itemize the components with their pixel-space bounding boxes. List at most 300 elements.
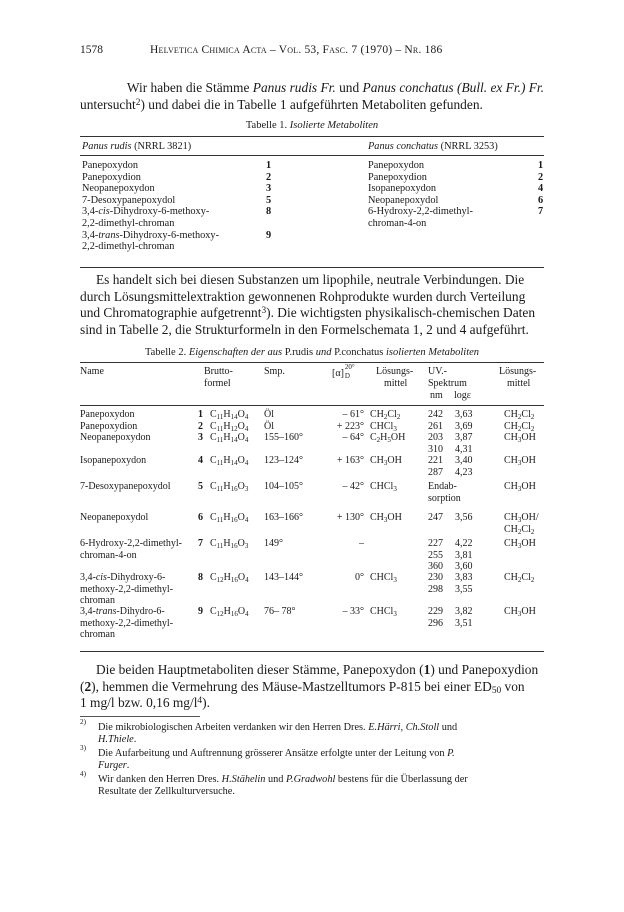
formula-part: CH bbox=[370, 409, 384, 420]
formula-part: OH bbox=[387, 455, 402, 466]
table1-left-compound-number: 5 bbox=[266, 194, 272, 206]
alpha-symbol: [α] bbox=[332, 368, 344, 379]
formula-part: Cl bbox=[521, 572, 531, 583]
melting-point: 143–144° bbox=[264, 572, 303, 583]
uv-nm: 310 bbox=[428, 443, 443, 455]
table1-left-compound-number: 9 bbox=[266, 229, 272, 241]
formula-part: O bbox=[237, 512, 245, 523]
formula-subscript: 16 bbox=[230, 485, 238, 493]
footnote-text: bestens für die Überlassung der bbox=[335, 774, 468, 785]
formula-subscript: 3 bbox=[383, 516, 388, 524]
uv-solvent bbox=[504, 524, 534, 536]
compound-name: methoxy-2,2-dimethyl- bbox=[80, 583, 174, 595]
formula-part: CHCl bbox=[370, 420, 394, 432]
uv-note: Endab- bbox=[428, 481, 457, 492]
melting-point: 155–160° bbox=[264, 432, 303, 443]
formula-subscript: 12 bbox=[216, 610, 224, 618]
optical-rotation: – 61° bbox=[342, 409, 364, 420]
formula-subscript: 4 bbox=[244, 413, 249, 421]
formula-part: O bbox=[237, 481, 245, 492]
compound-name: 6-Hydroxy-2,2-dimethyl- bbox=[80, 538, 182, 549]
uv-loge: 4,22 bbox=[455, 538, 473, 549]
uv-loge: 3,56 bbox=[455, 512, 473, 523]
uv-solvent bbox=[504, 572, 534, 584]
caption-label: Tabelle 2. bbox=[144, 347, 189, 358]
intro-line-2 bbox=[80, 97, 544, 114]
person-name: Furger bbox=[98, 760, 127, 772]
caption-label: Tabelle 1. bbox=[245, 120, 290, 131]
table1-right-compound-name: 6-Hydroxy-2,2-dimethyl- bbox=[368, 206, 473, 218]
uv-nm: 247 bbox=[428, 512, 443, 523]
table1-left-compound-name: Panepoxydon bbox=[82, 160, 139, 171]
uv-loge: 4,23 bbox=[455, 466, 473, 478]
footnote-ref: 2 bbox=[135, 97, 141, 108]
footnote-text: Resultate der Zellkulturversuche. bbox=[98, 786, 235, 798]
table1-right-compound-name: Panepoxydion bbox=[368, 171, 427, 183]
compound-name: Neopanepoxydon bbox=[80, 432, 151, 443]
formula-subscript: 12 bbox=[216, 576, 224, 584]
formula-subscript: 3 bbox=[383, 459, 388, 467]
formula-part: CH bbox=[504, 572, 518, 583]
formula-part: C bbox=[210, 409, 217, 420]
formula-subscript: 3 bbox=[517, 459, 522, 467]
ed50-subscript: 50 bbox=[491, 685, 502, 696]
formula-part: CHCl bbox=[370, 481, 394, 492]
table1-bottom-rule bbox=[80, 267, 544, 268]
col-header-uv-nm: nm bbox=[430, 390, 443, 401]
formula-part: CH bbox=[504, 512, 518, 523]
optical-rotation: – bbox=[359, 538, 364, 549]
intro-text: ) und dabei die in Tabelle 1 aufgeführten Metaboliten gefunden. bbox=[140, 96, 483, 112]
table1-left-compound-name: 7-Desoxypanepoxydol bbox=[82, 194, 176, 206]
rotation-line: D bbox=[344, 372, 350, 380]
table1-left-compound-number: 8 bbox=[266, 206, 272, 218]
footnote-3: 3) Die Aufarbeitung und Auftrennung grösserer Ansätze erfolgte unter der Leitung von P. Furger. bbox=[80, 748, 544, 774]
footnote-text: Die mikrobiologischen Arbeiten verdanken wir den Herren Dres. bbox=[98, 722, 369, 733]
compound-number: 9 bbox=[198, 606, 203, 617]
footnote-2: 2) Die mikrobiologischen Arbeiten verdanken wir den Herren Dres. E.Härri, Ch.Stoll und H.Thiele. bbox=[80, 722, 544, 748]
species-name: Panus rudis Fr. bbox=[252, 80, 336, 95]
formula-subscript: 14 bbox=[230, 413, 238, 421]
rotation-solvent bbox=[370, 572, 397, 584]
col-header-mp: Smp. bbox=[264, 366, 285, 377]
compound-name: Neopanepoxydol bbox=[80, 512, 149, 523]
uv-solvent bbox=[504, 606, 536, 618]
table1-left-compound-name: Neopanepoxydon bbox=[82, 183, 155, 195]
uv-nm: 229 bbox=[428, 606, 443, 617]
uv-loge: 3,81 bbox=[455, 549, 473, 561]
col-header-uv: Spektrum bbox=[428, 378, 467, 389]
compound-number: 7 bbox=[198, 538, 203, 549]
uv-loge: 4,31 bbox=[455, 443, 473, 455]
formula-subscript: 14 bbox=[230, 459, 238, 467]
formula-subscript: 16 bbox=[230, 610, 238, 618]
gross-formula bbox=[210, 421, 248, 433]
paragraph-3 bbox=[80, 662, 544, 712]
formula-subscript: 14 bbox=[230, 436, 238, 444]
formula-subscript: 3 bbox=[244, 542, 249, 550]
formula-subscript: 2 bbox=[530, 576, 535, 584]
uv-solvent bbox=[504, 481, 536, 493]
col-header-formula: formel bbox=[204, 378, 231, 389]
table2-body bbox=[80, 409, 544, 649]
optical-rotation: 0° bbox=[355, 572, 364, 583]
formula-subscript: 16 bbox=[230, 576, 238, 584]
table1-left-compound-number: 2 bbox=[266, 171, 272, 183]
compound-number: 5 bbox=[198, 481, 203, 492]
uv-nm: 255 bbox=[428, 549, 443, 561]
formula-part: OH bbox=[521, 432, 536, 443]
table2-header-rule bbox=[80, 405, 544, 406]
para3-line-1 bbox=[80, 662, 544, 679]
compound-number: 6 bbox=[198, 512, 203, 523]
formula-part: Cl bbox=[521, 523, 531, 535]
compound-number: 1 bbox=[198, 409, 203, 420]
table2-caption bbox=[80, 347, 544, 358]
strain-id: (NRRL 3253) bbox=[438, 141, 498, 152]
formula-part: CH bbox=[504, 432, 518, 443]
formula-subscript: 2 bbox=[517, 424, 522, 433]
table1-caption bbox=[80, 120, 544, 131]
formula-subscript: 2 bbox=[396, 413, 401, 421]
table1-right-compound-name: Panepoxydon bbox=[368, 160, 425, 171]
col-header-uv-solvent: mittel bbox=[507, 378, 531, 389]
table2-bottom-rule bbox=[80, 651, 544, 652]
para3-text: ) und Panepoxydion bbox=[430, 662, 539, 677]
gross-formula bbox=[210, 481, 248, 493]
formula-part: C bbox=[210, 538, 217, 549]
col-header-name: Name bbox=[80, 366, 104, 377]
formula-part: C bbox=[210, 455, 217, 466]
uv-nm: 287 bbox=[428, 466, 443, 478]
optical-rotation: + 223° bbox=[336, 420, 364, 432]
table1-right-compound-name: Isopanepoxydon bbox=[368, 183, 437, 195]
table1-right-compound-number: 1 bbox=[538, 160, 544, 171]
species-name: Panus rudis bbox=[82, 141, 132, 152]
formula-subscript: 2 bbox=[530, 424, 535, 433]
melting-point: 76– 78° bbox=[264, 606, 296, 617]
formula-subscript: 11 bbox=[216, 436, 224, 444]
person-name: H.Thiele bbox=[98, 734, 134, 746]
para2-text: ). Die wichtigsten physikalisch-chemischen Daten bbox=[266, 305, 536, 321]
footnote-text: und bbox=[439, 722, 458, 733]
gross-formula bbox=[210, 512, 248, 524]
formula-subscript: 2 bbox=[517, 413, 522, 421]
rotation-solvent bbox=[370, 481, 397, 493]
formula-subscript: 3 bbox=[244, 485, 249, 493]
formula-part: CHCl bbox=[370, 572, 394, 583]
formula-subscript: 2 bbox=[517, 527, 522, 536]
optical-rotation: – 64° bbox=[342, 432, 364, 443]
melting-point: 123–124° bbox=[264, 455, 303, 466]
compound-name: methoxy-2,2-dimethyl- bbox=[80, 617, 174, 629]
table1-right-compound-number: 2 bbox=[538, 171, 544, 183]
formula-part: O bbox=[237, 538, 245, 549]
footnote-text bbox=[98, 774, 544, 799]
footnote-text: Wir danken den Herren Dres. bbox=[98, 774, 222, 785]
uv-solvent bbox=[504, 432, 536, 444]
formula-part: C bbox=[210, 572, 217, 583]
person-name: H.Stähelin bbox=[221, 774, 266, 785]
footnote-text bbox=[98, 722, 544, 747]
compound-number: 4 bbox=[198, 455, 203, 466]
para3-text: ( bbox=[80, 678, 85, 694]
formula-subscript: 3 bbox=[517, 485, 522, 493]
table1-left-compound-name-cont: 2,2-dimethyl-chroman bbox=[82, 241, 175, 253]
formula-subscript: 2 bbox=[530, 527, 535, 536]
formula-subscript: 3 bbox=[393, 576, 397, 584]
rotation-temp: 20° bbox=[344, 363, 355, 371]
compound-name: Panepoxydion bbox=[80, 420, 138, 432]
formula-part: O bbox=[237, 420, 245, 432]
formula-subscript: 3 bbox=[517, 516, 522, 524]
footnote-text: und bbox=[265, 774, 287, 785]
formula-part: OH bbox=[387, 512, 402, 523]
table1-right-compound-name-cont: chroman-4-on bbox=[368, 218, 427, 229]
formula-part: CH bbox=[504, 481, 518, 492]
person-name: P. bbox=[447, 748, 455, 759]
paragraph-2 bbox=[80, 272, 544, 338]
uv-nm: 230 bbox=[428, 572, 443, 583]
formula-part: OH bbox=[521, 538, 536, 549]
formula-subscript: 3 bbox=[393, 485, 397, 493]
formula-subscript: 16 bbox=[230, 516, 238, 524]
table1-left-compound-number: 3 bbox=[266, 183, 272, 195]
compound-number: 3 bbox=[198, 432, 203, 443]
formula-part: CH bbox=[370, 512, 384, 523]
formula-part: OH bbox=[521, 481, 536, 492]
table1-header-left bbox=[82, 141, 191, 153]
para3-text: ). bbox=[202, 695, 210, 711]
para2-line-1: Es handelt sich bei diesen Substanzen um lipophile, neutrale Verbindungen. Die bbox=[96, 272, 525, 287]
optical-rotation: + 130° bbox=[336, 512, 364, 523]
formula-part: CH bbox=[504, 420, 518, 432]
formula-part: CH bbox=[370, 455, 384, 466]
formula-subscript: 4 bbox=[245, 610, 249, 618]
compound-name: 7-Desoxypanepoxydol bbox=[80, 481, 171, 492]
table1-right-compound-number: 4 bbox=[538, 183, 544, 195]
formula-subscript: 2 bbox=[376, 436, 381, 444]
footnote-text: . bbox=[133, 734, 137, 746]
table2-top-rule bbox=[80, 362, 544, 363]
footnote-4: 4) Wir danken den Herren Dres. H.Stähelin und P.Gradwohl bestens für die Überlassung der Resultate der Zellkulturversuche. bbox=[80, 774, 544, 800]
intro-text: untersucht bbox=[80, 96, 136, 112]
formula-subscript: 11 bbox=[216, 485, 224, 493]
intro-paragraph bbox=[80, 80, 544, 113]
formula-subscript: 11 bbox=[216, 424, 224, 433]
compound-number: 2 bbox=[84, 678, 92, 694]
melting-point: 163–166° bbox=[264, 512, 303, 523]
formula-part: C bbox=[210, 432, 217, 443]
formula-subscript: 3 bbox=[517, 436, 522, 444]
journal-running-title: Helvetica Chimica Acta – Vol. 53, Fasc. 7 (1970) – Nr. 186 bbox=[150, 44, 443, 56]
footnote-ref: 4 bbox=[197, 696, 203, 707]
uv-nm: 203 bbox=[428, 432, 443, 443]
caption-title: Isolierte Metaboliten bbox=[289, 120, 379, 131]
formula-subscript: 2 bbox=[517, 576, 522, 584]
formula-subscript: 11 bbox=[216, 459, 224, 467]
caption-species: P.rudis bbox=[284, 347, 314, 358]
footnote-rule bbox=[80, 716, 200, 717]
gross-formula bbox=[210, 409, 248, 421]
optical-rotation: + 163° bbox=[336, 455, 364, 466]
formula-part: Cl bbox=[521, 409, 531, 420]
col-header-solvent: Lösungs- bbox=[376, 366, 414, 377]
formula-part: C bbox=[370, 432, 377, 443]
formula-part: Cl bbox=[521, 420, 531, 432]
table1 bbox=[80, 139, 544, 269]
formula-part: H bbox=[380, 432, 388, 443]
formula-part: H bbox=[223, 409, 231, 420]
rotation-solvent bbox=[370, 512, 402, 524]
table2-header bbox=[80, 363, 544, 406]
table1-header-right bbox=[368, 141, 498, 153]
table1-left-compound-name: Panepoxydion bbox=[82, 171, 141, 183]
uv-nm: 261 bbox=[428, 420, 443, 432]
formula-part: Cl bbox=[387, 409, 397, 420]
formula-subscript: 2 bbox=[530, 413, 535, 421]
caption-title: Eigenschaften der aus bbox=[188, 347, 285, 358]
table1-header-rule bbox=[80, 155, 544, 156]
formula-part: CH bbox=[504, 409, 518, 420]
formula-subscript: 4 bbox=[245, 576, 249, 584]
gross-formula bbox=[210, 455, 248, 467]
formula-part: CH bbox=[504, 606, 518, 617]
para2-line-2: durch Lösungsmittelextraktion gewonnenen Rohprodukte wurden durch Verteilung bbox=[80, 288, 526, 304]
table1-left-compound-name-cont: 2,2-dimethyl-chroman bbox=[82, 218, 175, 229]
formula-part: O bbox=[237, 606, 246, 617]
optical-rotation: – 33° bbox=[342, 606, 364, 617]
formula-part: C bbox=[210, 481, 217, 492]
intro-text: und bbox=[335, 80, 363, 95]
species-name: Panus conchatus bbox=[368, 141, 439, 152]
formula-subscript: 11 bbox=[216, 413, 224, 421]
table1-left-compound-number: 1 bbox=[266, 160, 272, 171]
caption-title: isolierten Metaboliten bbox=[383, 347, 480, 358]
formula-part: OH bbox=[521, 455, 536, 466]
compound-name: chroman bbox=[80, 629, 115, 640]
formula-part: H bbox=[223, 455, 231, 466]
gross-formula bbox=[210, 572, 249, 584]
formula-part: H bbox=[223, 572, 231, 583]
formula-subscript: 3 bbox=[393, 610, 397, 618]
uv-solvent bbox=[504, 409, 534, 421]
uv-loge: 3,51 bbox=[455, 617, 473, 629]
gross-formula bbox=[210, 606, 249, 618]
table1-left-compound-name: 3,4-trans-Dihydroxy-6-methoxy- bbox=[82, 229, 220, 241]
uv-solvent bbox=[504, 421, 534, 433]
formula-subscript: 11 bbox=[216, 516, 224, 524]
footnotes bbox=[80, 718, 544, 798]
formula-part: CH bbox=[504, 538, 518, 549]
formula-subscript: 4 bbox=[244, 516, 249, 524]
formula-part: C bbox=[210, 606, 217, 617]
formula-part: OH/ bbox=[521, 512, 539, 523]
col-header-solvent: mittel bbox=[384, 378, 408, 389]
uv-loge: 3,60 bbox=[455, 561, 473, 572]
table1-right-compound-number: 6 bbox=[538, 194, 544, 206]
uv-loge: 3,87 bbox=[455, 432, 473, 443]
formula-part: CHCl bbox=[370, 606, 394, 617]
col-header-formula: Brutto- bbox=[204, 366, 233, 377]
uv-loge: 3,40 bbox=[455, 455, 473, 466]
formula-part: H bbox=[223, 481, 231, 492]
table1-right-compound-number: 7 bbox=[538, 206, 544, 218]
page-number: 1578 bbox=[80, 44, 103, 56]
para3-text: 1 mg/l bzw. 0,16 mg/l bbox=[80, 695, 198, 711]
col-header-uv: UV.- bbox=[428, 366, 447, 377]
formula-part: O bbox=[237, 432, 245, 443]
col-header-rotation bbox=[332, 363, 356, 380]
caption-species: P.conchatus bbox=[334, 347, 384, 358]
formula-subscript: 3 bbox=[517, 542, 522, 550]
compound-number: 1 bbox=[423, 662, 431, 677]
para3-line-3 bbox=[80, 695, 544, 712]
rotation-solvent bbox=[370, 432, 405, 444]
uv-loge: 3,63 bbox=[455, 409, 473, 420]
uv-nm: 227 bbox=[428, 538, 443, 549]
uv-loge: 3,83 bbox=[455, 572, 473, 583]
col-header-uv-solvent: Lösungs- bbox=[499, 366, 537, 377]
strain-id: (NRRL 3821) bbox=[131, 141, 192, 152]
col-header-uv-loge: logε bbox=[454, 390, 471, 401]
formula-part: CH bbox=[504, 523, 518, 535]
formula-part: H bbox=[223, 538, 231, 549]
uv-loge: 3,55 bbox=[455, 583, 473, 595]
compound-name: Panepoxydon bbox=[80, 409, 135, 420]
formula-subscript: 11 bbox=[216, 542, 224, 550]
uv-nm: 221 bbox=[428, 455, 443, 466]
optical-rotation: – 42° bbox=[342, 481, 364, 492]
formula-subscript: 4 bbox=[244, 436, 249, 444]
footnote-text: Die Aufarbeitung und Auftrennung grösserer Ansätze erfolgte unter der Leitung von bbox=[98, 748, 448, 759]
table1-left-compound-name: 3,4-cis-Dihydroxy-6-methoxy- bbox=[82, 206, 210, 218]
formula-part: H bbox=[223, 606, 231, 617]
intro-line-1 bbox=[80, 80, 544, 97]
uv-loge: 3,82 bbox=[455, 606, 473, 617]
uv-nm: 242 bbox=[428, 409, 443, 420]
compound-name: 3,4-cis-Dihydroxy-6- bbox=[80, 572, 166, 583]
compound-name: chroman-4-on bbox=[80, 549, 137, 561]
compound-number: 8 bbox=[198, 572, 203, 583]
uv-nm: 360 bbox=[428, 561, 443, 572]
melting-point: 149° bbox=[264, 538, 283, 549]
formula-part: OH bbox=[390, 432, 406, 443]
formula-part: OH bbox=[521, 606, 536, 617]
footnote-ref: 3 bbox=[261, 306, 267, 317]
rotation-solvent bbox=[370, 421, 397, 433]
footnote-text: . bbox=[126, 760, 130, 772]
formula-subscript: 4 bbox=[244, 459, 249, 467]
table1-right-compound-name: Neopanepoxydol bbox=[368, 194, 439, 206]
formula-part: O bbox=[237, 409, 245, 420]
formula-subscript: 4 bbox=[244, 424, 249, 433]
formula-subscript: 2 bbox=[383, 413, 388, 421]
para3-line-2 bbox=[80, 679, 544, 696]
intro-text: Wir haben die Stämme bbox=[126, 80, 253, 95]
uv-solvent bbox=[504, 512, 539, 524]
para3-text: Die beiden Hauptmetaboliten dieser Stämme, Panepoxydon ( bbox=[96, 662, 424, 677]
species-name: Panus conchatus (Bull. ex Fr.) Fr. bbox=[362, 80, 544, 95]
rotation-solvent bbox=[370, 455, 402, 467]
gross-formula bbox=[210, 432, 248, 444]
compound-number: 2 bbox=[198, 420, 203, 432]
compound-name: Isopanepoxydon bbox=[80, 455, 147, 466]
uv-solvent bbox=[504, 538, 536, 550]
compound-name: 3,4-trans-Dihydro-6- bbox=[80, 606, 165, 617]
compound-name: chroman bbox=[80, 595, 115, 606]
formula-part: CH bbox=[504, 455, 518, 466]
